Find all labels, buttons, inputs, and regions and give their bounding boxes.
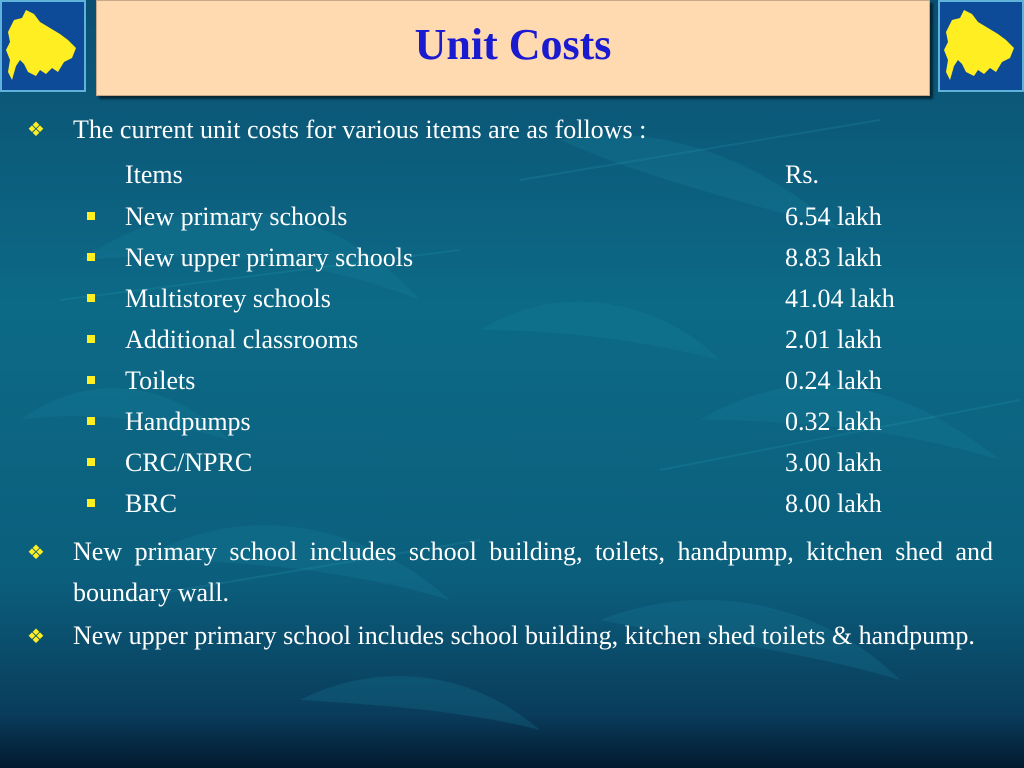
row-cost: 0.32 lakh (785, 407, 882, 436)
row-cost: 8.00 lakh (785, 489, 882, 518)
row-cost: 0.24 lakh (785, 366, 882, 395)
square-bullet-icon (87, 499, 95, 507)
row-cost: 8.83 lakh (785, 243, 882, 272)
slide-title: Unit Costs (414, 20, 612, 69)
diamond-bullet-icon: ❖ (27, 626, 45, 648)
row-cost: 41.04 lakh (785, 284, 895, 313)
square-bullet-icon (87, 417, 95, 425)
table-header-item: Items (125, 160, 183, 189)
row-cost: 3.00 lakh (785, 448, 882, 477)
diamond-bullet-icon: ❖ (27, 542, 45, 564)
row-item: Handpumps (125, 407, 251, 436)
note-upper-primary-school: New upper primary school includes school building, kitchen shed toilets & handpump. (73, 621, 975, 650)
square-bullet-icon (87, 458, 95, 466)
row-cost: 2.01 lakh (785, 325, 882, 354)
square-bullet-icon (87, 294, 95, 302)
square-bullet-icon (87, 253, 95, 261)
intro-text: The current unit costs for various items are as follows : (73, 115, 647, 144)
row-item: Toilets (125, 366, 196, 395)
row-item: CRC/NPRC (125, 448, 253, 477)
square-bullet-icon (87, 376, 95, 384)
row-item: BRC (125, 489, 178, 518)
note-primary-school: New primary school includes school building, toilets, handpump, kitchen shed and boundary wall. (73, 537, 993, 607)
row-item: New upper primary schools (125, 243, 414, 272)
row-cost: 6.54 lakh (785, 202, 882, 231)
diamond-bullet-icon: ❖ (27, 119, 45, 141)
row-item: New primary schools (125, 202, 348, 231)
row-item: Multistorey schools (125, 284, 331, 313)
table-header-cost: Rs. (785, 160, 819, 189)
row-item: Additional classrooms (125, 325, 359, 354)
square-bullet-icon (87, 335, 95, 343)
square-bullet-icon (87, 212, 95, 220)
